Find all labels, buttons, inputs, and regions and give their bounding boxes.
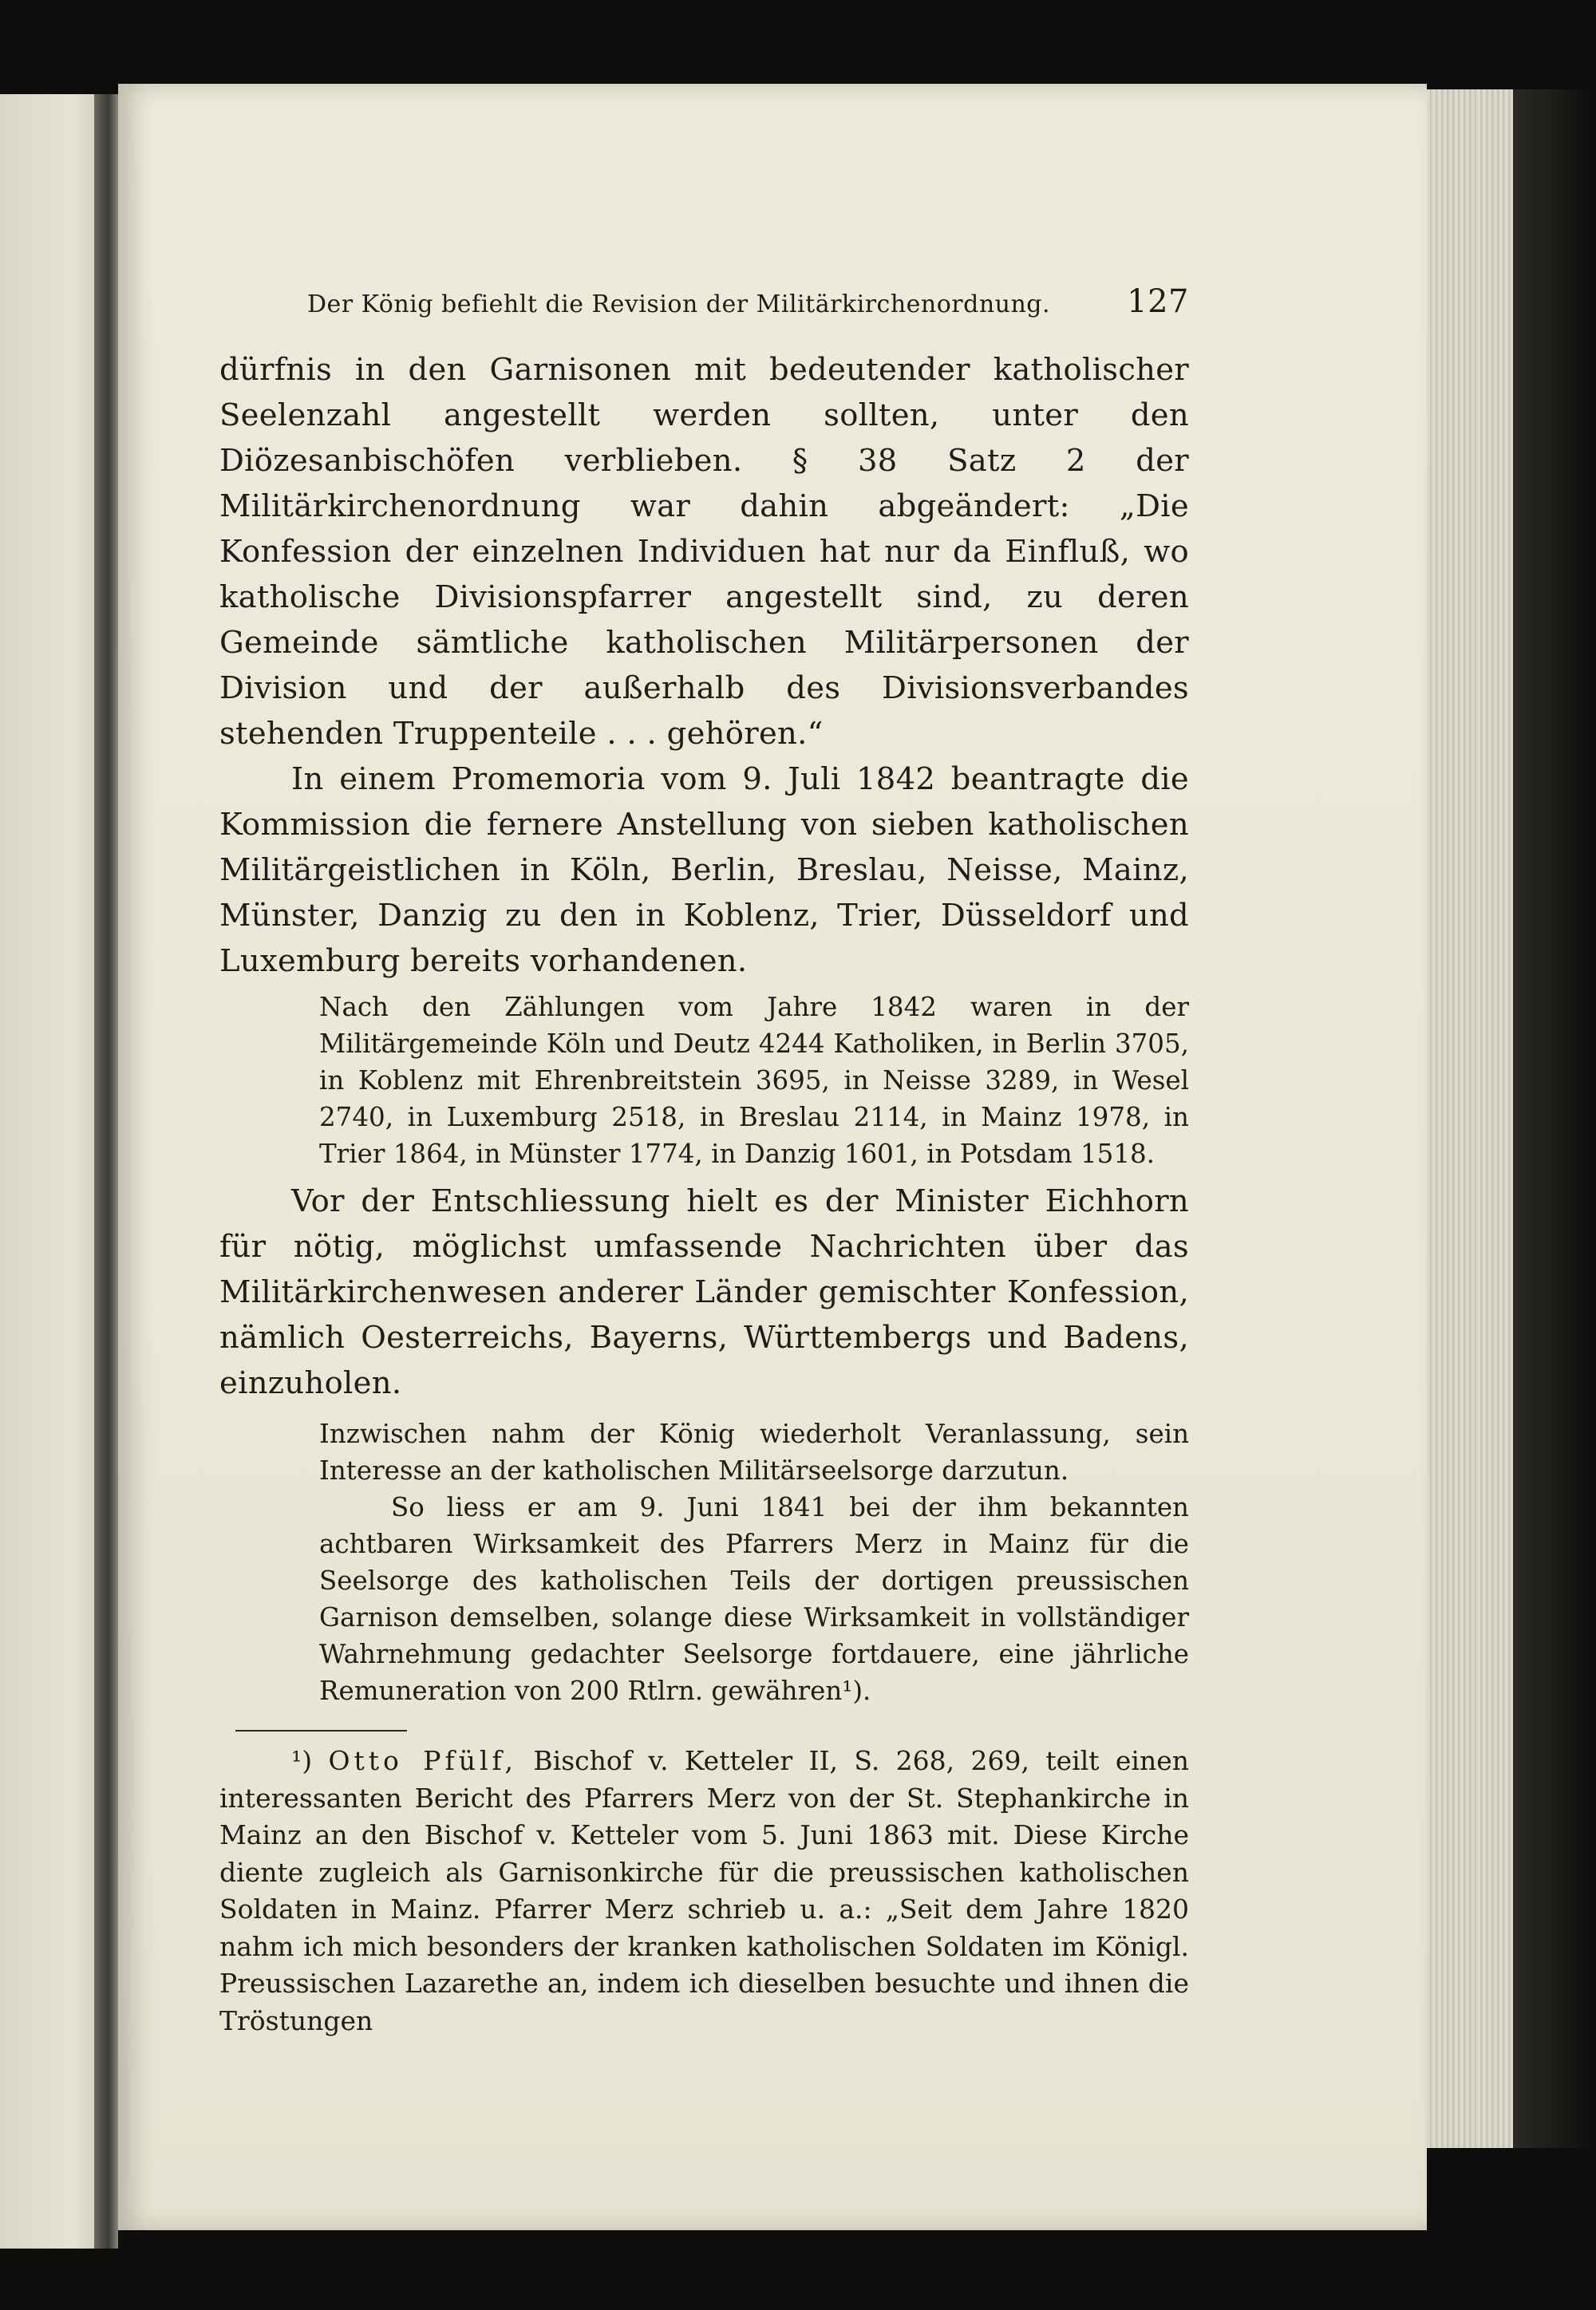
- page-content: [219, 283, 1189, 2040]
- small-paragraph-3: So liess er am 9. Juni 1841 bei der ihm bekannten achtbaren Wirksamkeit des Pfarrers Merz in Mainz für die Seelsorge des katholischen Teils der dortigen preussischen Garnison demselben, solange diese Wirksamkeit in vollständiger Wahrnehmung gedachter Seelsorge fortdauere, eine jährliche Remuneration von 200 Rtlrn. gewähren¹).: [319, 1492, 1189, 1706]
- background-edge: [1513, 89, 1596, 2148]
- page-stack-edge: [1427, 89, 1513, 2148]
- small-paragraph-2: Inzwischen nahm der König wiederholt Veranlassung, sein Interesse an der katholischen Militärseelsorge darzutun.: [319, 1419, 1189, 1486]
- footnotes: [219, 1743, 1189, 2040]
- paragraph-2: In einem Promemoria vom 9. Juli 1842 beantragte die Kommission die fernere Anstellung von sieben katholischen Militärgeistlichen in Köln, Berlin, Breslau, Neisse, Mainz, Münster, Danzig zu den in Koblenz, Trier, Düsseldorf und Luxemburg bereits vorhandenen.: [219, 761, 1189, 979]
- page-number: 127: [1127, 283, 1189, 320]
- small-note-1: [219, 989, 1189, 1172]
- running-head: [219, 283, 1189, 320]
- small-note-2: [219, 1416, 1189, 1709]
- running-head-title: Der König befiehlt die Revision der Militärkirchenordnung.: [307, 290, 1051, 318]
- footnote-text: Bischof v. Ketteler II, S. 268, 269, teilt einen interessanten Bericht des Pfarrers Merz von der St. Stephankirche in Mainz an den Bischof v. Ketteler vom 5. Juni 1863 mit. Diese Kirche diente zugleich als Garnisonkirche für die preussischen katholischen Soldaten in Mainz. Pfarrer Merz schrieb u. a.: „Seit dem Jahre 1820 nahm ich mich besonders der kranken katholischen Soldaten im Königl. Preussischen Lazarethe an, indem ich dieselben besuchte und ihnen die Tröstungen: [219, 1745, 1190, 2036]
- footnote-1: [219, 1743, 1189, 2040]
- footnote-author: Otto Pfülf,: [328, 1745, 518, 1776]
- paragraph-3: Vor der Entschliessung hielt es der Minister Eichhorn für nötig, möglichst umfassende Nachrichten über das Militärkirchenwesen anderer Länder gemischter Konfession, nämlich Oesterreichs, Bayerns, Württembergs und Badens, einzuholen.: [219, 1183, 1189, 1401]
- footnote-marker: ¹): [291, 1745, 313, 1776]
- book-gutter: [94, 94, 118, 2249]
- main-text-2: [219, 1179, 1189, 1406]
- left-page-margin: [0, 94, 104, 2249]
- footnote-divider: [235, 1730, 407, 1732]
- paragraph-1: dürfnis in den Garnisonen mit bedeutender katholischer Seelenzahl angestellt werden sollten, unter den Diözesanbischöfen verblieben. § 38 Satz 2 der Militärkirchenordnung war dahin abgeändert: „Die Konfession der einzelnen Individuen hat nur da Einfluß, wo katholische Divisionspfarrer angestellt sind, zu deren Gemeinde sämtliche katholischen Militärpersonen der Division und der außerhalb des Divisionsverbandes stehenden Truppenteile . . . gehören.“: [219, 352, 1189, 752]
- small-paragraph-1: Nach den Zählungen vom Jahre 1842 waren in der Militärgemeinde Köln und Deutz 4244 Katholiken, in Berlin 3705, in Koblenz mit Ehrenbreitstein 3695, in Neisse 3289, in Wesel 2740, in Luxemburg 2518, in Breslau 2114, in Mainz 1978, in Trier 1864, in Münster 1774, in Danzig 1601, in Potsdam 1518.: [319, 992, 1189, 1169]
- main-text: [219, 347, 1189, 984]
